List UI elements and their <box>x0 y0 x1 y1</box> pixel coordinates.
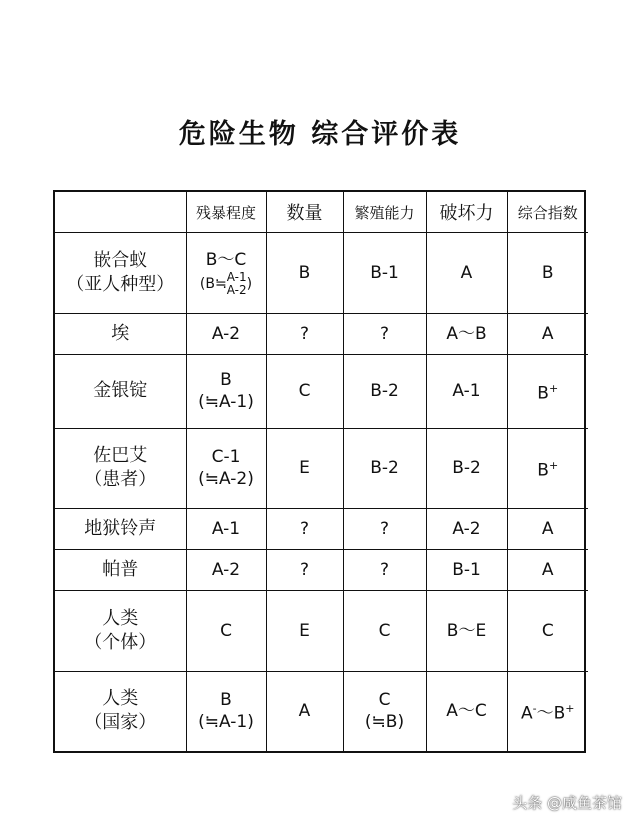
destruction-cell: A-2 <box>426 509 507 550</box>
header-count: 数量 <box>266 192 343 233</box>
overall-cell: A <box>507 313 588 354</box>
breeding-cell: ? <box>343 313 426 354</box>
breeding-note: (≒B) <box>364 712 405 733</box>
table-row <box>55 550 588 591</box>
creature-name: 佐巴艾 <box>93 445 148 467</box>
breeding-value: C <box>378 690 391 711</box>
overall-cell: B <box>507 233 588 314</box>
overall-value-high: B <box>553 703 566 724</box>
creature-name-cell <box>55 509 186 550</box>
watermark: 头条 @咸鱼茶馆 <box>512 794 622 812</box>
destruction-cell: A <box>426 233 507 314</box>
header-overall: 综合指数 <box>507 192 588 233</box>
cruelty-note: (≒A-1) <box>198 392 254 413</box>
header-corner <box>55 192 186 233</box>
creature-name-cell <box>55 550 186 591</box>
creature-name-cell <box>55 591 186 672</box>
creature-name: 嵌合蚁 <box>93 249 148 271</box>
table-row <box>55 591 588 672</box>
creature-name-cell <box>55 313 186 354</box>
overall-cell: C <box>507 591 588 672</box>
creature-subtype: （个体） <box>84 631 157 653</box>
cruelty-cell <box>186 428 266 509</box>
count-cell: A <box>266 671 343 751</box>
cruelty-value: B <box>220 690 232 711</box>
cruelty-cell <box>186 354 266 428</box>
header-row <box>55 192 588 233</box>
minus-mark: - <box>532 702 537 716</box>
creature-name-cell <box>55 233 186 314</box>
cruelty-cell <box>186 671 266 751</box>
breeding-cell: B-1 <box>343 233 426 314</box>
creature-name: 人类 <box>102 688 139 710</box>
cruelty-cell: C <box>186 591 266 672</box>
approx-prefix: (B≒ <box>199 275 227 292</box>
count-cell: E <box>266 428 343 509</box>
header-destruction: 破坏力 <box>426 192 507 233</box>
count-cell: C <box>266 354 343 428</box>
table-row <box>55 313 588 354</box>
count-cell: ? <box>266 509 343 550</box>
count-cell: ? <box>266 313 343 354</box>
destruction-cell: B-1 <box>426 550 507 591</box>
overall-cell <box>507 428 588 509</box>
table-row <box>55 354 588 428</box>
cruelty-cell: A-2 <box>186 550 266 591</box>
range-separator: ～ <box>536 703 554 724</box>
destruction-cell: B-2 <box>426 428 507 509</box>
header-cruelty: 残暴程度 <box>186 192 266 233</box>
breeding-cell: B-2 <box>343 354 426 428</box>
creature-name-cell <box>55 354 186 428</box>
destruction-cell: A～C <box>426 671 507 751</box>
overall-cell: A <box>507 550 588 591</box>
cruelty-cell: A-2 <box>186 313 266 354</box>
cruelty-value: B <box>220 370 232 391</box>
table-row <box>55 233 588 314</box>
cruelty-note: (≒A-1) <box>198 712 254 733</box>
creature-name-cell <box>55 428 186 509</box>
table-row <box>55 509 588 550</box>
evaluation-table <box>53 190 586 753</box>
page-title: 危险生物 综合评价表 <box>178 119 462 150</box>
table-row <box>55 671 588 751</box>
creature-name: 金银锭 <box>93 380 148 402</box>
cruelty-value: B～C <box>205 249 247 270</box>
creature-subtype: （国家） <box>84 712 157 734</box>
creature-name: 帕普 <box>102 559 139 581</box>
fraction-top: A-1 <box>226 269 247 284</box>
header-breeding: 繁殖能力 <box>343 192 426 233</box>
fraction-bottom: A-2 <box>226 282 247 297</box>
approx-fraction <box>227 271 247 297</box>
breeding-cell <box>343 671 426 751</box>
cruelty-cell: A-1 <box>186 509 266 550</box>
breeding-cell: B-2 <box>343 428 426 509</box>
creature-name-cell <box>55 671 186 751</box>
cruelty-note: (≒A-2) <box>198 469 254 490</box>
plus-mark: + <box>548 381 559 395</box>
overall-cell <box>507 354 588 428</box>
overall-value-low: A <box>520 703 533 724</box>
creature-name: 人类 <box>102 607 139 629</box>
count-cell: E <box>266 591 343 672</box>
cruelty-approx <box>187 271 266 297</box>
cruelty-cell <box>186 233 266 314</box>
creature-subtype: （患者） <box>84 469 157 491</box>
table-row <box>55 428 588 509</box>
creature-subtype: （亚人种型） <box>66 273 175 295</box>
plus-mark: + <box>565 702 575 716</box>
creature-name: 地狱铃声 <box>84 518 157 540</box>
breeding-cell: C <box>343 591 426 672</box>
destruction-cell: B～E <box>426 591 507 672</box>
overall-value: B <box>537 383 549 404</box>
cruelty-value: C-1 <box>211 447 241 468</box>
breeding-cell: ? <box>343 550 426 591</box>
overall-value: B <box>537 460 549 481</box>
overall-cell: A <box>507 509 588 550</box>
destruction-cell: A～B <box>426 313 507 354</box>
destruction-cell: A-1 <box>426 354 507 428</box>
count-cell: ? <box>266 550 343 591</box>
plus-mark: + <box>548 458 559 472</box>
count-cell: B <box>266 233 343 314</box>
approx-suffix: ) <box>246 275 253 292</box>
creature-name: 埃 <box>111 322 130 344</box>
overall-cell <box>507 671 588 751</box>
breeding-cell: ? <box>343 509 426 550</box>
